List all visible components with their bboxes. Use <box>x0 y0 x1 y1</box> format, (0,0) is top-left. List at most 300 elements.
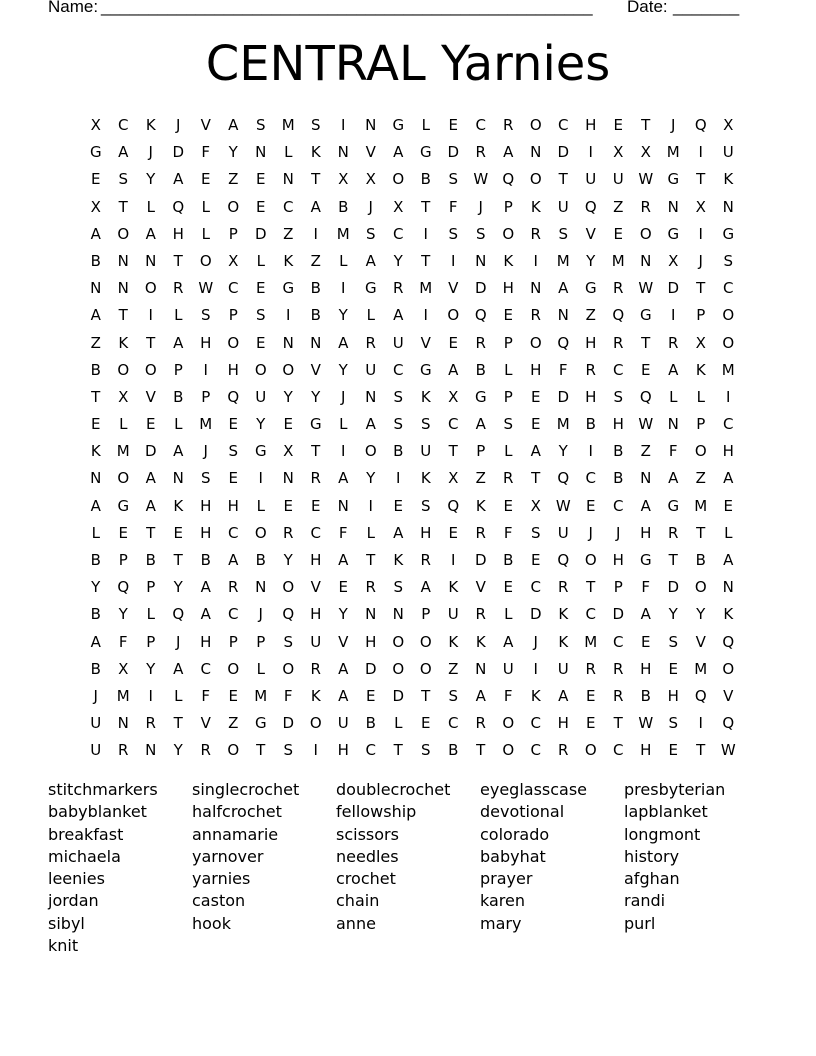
word-item: randi <box>624 891 666 911</box>
grid-letter: I <box>726 387 731 406</box>
grid-letter: O <box>502 224 515 243</box>
word-item: karen <box>480 891 525 911</box>
grid-letter: E <box>91 415 101 434</box>
grid-letter: A <box>558 279 569 298</box>
grid-letter: J <box>671 116 676 134</box>
grid-letter: Y <box>338 360 348 379</box>
grid-letter: H <box>227 496 239 515</box>
grid-letter: G <box>419 143 432 162</box>
grid-letter: L <box>669 387 678 406</box>
grid-letter: O <box>144 279 157 298</box>
grid-letter: L <box>256 251 265 270</box>
grid-letter: K <box>558 632 569 651</box>
grid-letter: H <box>227 360 239 379</box>
grid-row <box>82 493 742 520</box>
grid-letter: T <box>91 387 101 406</box>
grid-letter: B <box>90 605 101 624</box>
grid-letter: J <box>93 686 98 705</box>
grid-letter: T <box>448 442 458 461</box>
grid-letter: N <box>475 251 487 270</box>
grid-row <box>82 194 742 221</box>
grid-letter: Q <box>172 605 185 624</box>
word-item: lapblanket <box>624 802 708 822</box>
grid-letter: M <box>419 279 433 298</box>
grid-letter: L <box>421 116 430 134</box>
grid-letter: P <box>256 632 266 651</box>
grid-letter: O <box>309 714 322 733</box>
grid-letter: B <box>90 659 101 678</box>
grid-letter: A <box>448 360 459 379</box>
grid-letter: G <box>419 360 432 379</box>
grid-letter: B <box>90 551 101 569</box>
grid-letter: F <box>283 686 293 705</box>
grid-letter: P <box>696 306 706 325</box>
grid-row <box>82 357 742 384</box>
grid-letter: H <box>640 659 652 678</box>
grid-letter: R <box>585 360 596 379</box>
grid-letter: E <box>641 360 651 379</box>
grid-letter: B <box>338 197 349 216</box>
grid-letter: H <box>640 741 652 760</box>
grid-letter: H <box>612 415 624 434</box>
grid-letter: C <box>613 741 624 760</box>
grid-letter: P <box>696 415 706 434</box>
grid-letter: H <box>530 360 542 379</box>
grid-letter: R <box>118 741 129 760</box>
grid-letter: N <box>557 306 569 325</box>
grid-letter: N <box>365 605 377 624</box>
grid-letter: S <box>420 741 431 760</box>
grid-letter: T <box>146 523 156 542</box>
grid-letter: Q <box>639 387 652 406</box>
grid-letter: I <box>396 469 401 488</box>
grid-letter: O <box>227 659 240 678</box>
grid-letter: F <box>503 686 513 705</box>
grid-letter: H <box>640 523 652 542</box>
grid-letter: G <box>254 442 267 461</box>
grid-letter: I <box>423 306 428 325</box>
grid-letter: Y <box>146 170 156 189</box>
grid-letter: A <box>90 306 101 325</box>
grid-letter: L <box>201 224 210 243</box>
grid-letter: A <box>393 306 404 325</box>
grid-letter: L <box>339 251 348 270</box>
grid-letter: B <box>640 686 651 705</box>
grid-letter: E <box>448 116 458 134</box>
grid-letter: W <box>720 741 736 760</box>
grid-letter: O <box>529 116 542 134</box>
grid-letter: B <box>90 360 101 379</box>
grid-letter: S <box>558 224 569 243</box>
grid-letter: F <box>641 578 651 597</box>
grid-letter: A <box>90 496 101 515</box>
grid-letter: N <box>117 279 129 298</box>
word-item: purl <box>624 913 656 933</box>
grid-letter: Q <box>584 197 597 216</box>
grid-row <box>82 330 742 357</box>
grid-letter: N <box>310 333 322 352</box>
grid-letter: A <box>145 496 156 515</box>
grid-letter: Y <box>173 578 183 597</box>
grid-letter: L <box>394 714 403 733</box>
grid-letter: U <box>557 197 569 216</box>
grid-letter: C <box>365 741 376 760</box>
grid-letter: O <box>392 170 405 189</box>
grid-letter: M <box>584 632 598 651</box>
grid-letter: S <box>255 306 266 325</box>
grid-letter: G <box>667 224 680 243</box>
word-item: anne <box>336 913 376 933</box>
grid-letter: S <box>118 170 129 189</box>
word-item: eyeglasscase <box>480 780 588 799</box>
grid-letter: A <box>475 686 486 705</box>
grid-letter: K <box>90 442 101 461</box>
grid-letter: H <box>502 279 514 298</box>
grid-letter: O <box>254 523 267 542</box>
word-item: singlecrochet <box>192 780 300 799</box>
grid-letter: H <box>612 551 624 569</box>
grid-letter: V <box>420 333 431 352</box>
grid-letter: I <box>588 143 593 162</box>
grid-letter: J <box>258 605 263 624</box>
grid-letter: B <box>393 442 404 461</box>
grid-letter: D <box>557 387 570 406</box>
grid-letter: K <box>173 496 184 515</box>
grid-letter: I <box>451 551 456 569</box>
grid-letter: K <box>283 251 294 270</box>
grid-letter: A <box>338 551 349 569</box>
grid-letter: N <box>282 170 294 189</box>
grid-letter: I <box>258 469 263 488</box>
grid-letter: D <box>667 279 680 298</box>
grid-letter: O <box>392 632 405 651</box>
grid-letter: T <box>311 170 321 189</box>
grid-letter: R <box>558 578 569 597</box>
grid-letter: X <box>90 116 101 134</box>
grid-letter: A <box>668 360 679 379</box>
grid-letter: A <box>338 659 349 678</box>
grid-letter: E <box>91 170 101 189</box>
grid-letter: C <box>228 279 239 298</box>
grid-letter: L <box>504 605 513 624</box>
grid-letter: R <box>200 741 211 760</box>
grid-letter: R <box>503 116 514 134</box>
grid-letter: A <box>393 143 404 162</box>
grid-letter: X <box>668 251 679 270</box>
grid-letter: O <box>364 442 377 461</box>
grid-letter: N <box>530 279 542 298</box>
grid-letter: U <box>337 714 349 733</box>
grid-letter: O <box>227 333 240 352</box>
grid-letter: W <box>638 170 654 189</box>
grid-letter: B <box>475 360 486 379</box>
grid-letter: B <box>310 279 321 298</box>
grid-letter: T <box>421 686 431 705</box>
grid-letter: A <box>118 143 129 162</box>
grid-letter: Z <box>228 170 239 189</box>
grid-letter: J <box>341 387 346 406</box>
grid-letter: R <box>640 197 651 216</box>
date-label: Date: <box>627 0 668 16</box>
grid-letter: F <box>448 197 458 216</box>
grid-letter: V <box>723 686 734 705</box>
grid-letter: E <box>531 551 541 569</box>
grid-row <box>82 683 742 710</box>
word-item: history <box>624 846 680 866</box>
word-column <box>192 779 336 935</box>
grid-letter: J <box>698 251 703 270</box>
grid-letter: R <box>310 659 321 678</box>
grid-letter: U <box>255 387 267 406</box>
grid-letter: L <box>256 496 265 515</box>
grid-letter: Y <box>696 605 706 624</box>
grid-letter: X <box>90 197 101 216</box>
word-item: afghan <box>624 869 680 889</box>
letter-grid <box>82 112 742 765</box>
grid-letter: T <box>476 741 486 760</box>
grid-letter: R <box>668 333 679 352</box>
grid-letter: Z <box>310 251 321 270</box>
grid-letter: E <box>448 523 458 542</box>
grid-letter: S <box>420 496 431 515</box>
grid-letter: A <box>475 415 486 434</box>
grid-letter: T <box>531 469 541 488</box>
grid-letter: V <box>695 632 706 651</box>
grid-letter: Q <box>502 170 515 189</box>
grid-letter: N <box>282 469 294 488</box>
grid-letter: B <box>173 387 184 406</box>
grid-letter: E <box>146 415 156 434</box>
grid-letter: Y <box>283 387 293 406</box>
grid-letter: R <box>475 143 486 162</box>
word-item: needles <box>336 846 399 866</box>
grid-letter: S <box>228 442 239 461</box>
grid-letter: R <box>613 279 624 298</box>
grid-letter: G <box>639 551 652 569</box>
grid-letter: G <box>309 415 322 434</box>
grid-letter: O <box>254 360 267 379</box>
grid-letter: A <box>228 551 239 569</box>
grid-letter: S <box>723 251 734 270</box>
grid-letter: Y <box>91 578 101 597</box>
grid-letter: C <box>530 578 541 597</box>
word-column <box>480 779 624 935</box>
grid-letter: Y <box>173 741 183 760</box>
grid-letter: Q <box>557 551 570 569</box>
grid-letter: R <box>585 659 596 678</box>
grid-letter: B <box>200 551 211 569</box>
grid-letter: O <box>584 741 597 760</box>
grid-letter: B <box>420 170 431 189</box>
grid-letter: I <box>698 714 703 733</box>
grid-letter: V <box>200 116 211 134</box>
grid-letter: H <box>557 714 569 733</box>
grid-letter: B <box>90 251 101 270</box>
grid-letter: D <box>612 605 625 624</box>
grid-letter: L <box>696 387 705 406</box>
grid-letter: R <box>283 523 294 542</box>
grid-letter: M <box>116 442 130 461</box>
grid-letter: E <box>118 523 128 542</box>
grid-letter: B <box>365 714 376 733</box>
grid-letter: L <box>284 143 293 162</box>
grid-letter: H <box>667 686 679 705</box>
grid-letter: Q <box>694 686 707 705</box>
grid-letter: K <box>310 686 321 705</box>
grid-letter: J <box>588 523 593 542</box>
grid-letter: K <box>475 632 486 651</box>
grid-letter: K <box>118 333 129 352</box>
grid-letter: P <box>146 632 156 651</box>
grid-letter: H <box>200 333 212 352</box>
grid-letter: X <box>365 170 376 189</box>
grid-letter: I <box>313 224 318 243</box>
grid-letter: P <box>613 578 623 597</box>
grid-letter: X <box>228 251 239 270</box>
grid-letter: D <box>667 578 680 597</box>
grid-row <box>82 574 742 601</box>
grid-letter: U <box>557 523 569 542</box>
grid-letter: U <box>365 360 377 379</box>
grid-letter: K <box>420 387 431 406</box>
grid-letter: A <box>338 469 349 488</box>
page-title: CENTRAL Yarnies <box>205 36 611 92</box>
grid-letter: T <box>311 442 321 461</box>
grid-letter: E <box>586 496 596 515</box>
grid-letter: I <box>341 442 346 461</box>
grid-letter: T <box>173 551 183 569</box>
grid-letter: P <box>503 387 513 406</box>
grid-letter: P <box>228 632 238 651</box>
grid-letter: E <box>531 387 541 406</box>
grid-letter: C <box>585 605 596 624</box>
grid-letter: P <box>201 387 211 406</box>
grid-letter: E <box>256 333 266 352</box>
grid-letter: Y <box>393 251 403 270</box>
grid-letter: O <box>529 170 542 189</box>
grid-letter: P <box>476 442 486 461</box>
grid-letter: K <box>530 686 541 705</box>
grid-letter: E <box>393 496 403 515</box>
grid-letter: S <box>668 714 679 733</box>
grid-letter: J <box>533 632 538 651</box>
grid-letter: K <box>448 632 459 651</box>
grid-letter: R <box>365 333 376 352</box>
grid-letter: F <box>201 686 211 705</box>
grid-letter: O <box>392 659 405 678</box>
grid-letter: C <box>448 714 459 733</box>
grid-letter: S <box>503 415 514 434</box>
grid-letter: I <box>148 306 153 325</box>
grid-letter: J <box>176 116 181 134</box>
word-item: babyhat <box>480 846 546 866</box>
grid-letter: U <box>585 170 597 189</box>
grid-letter: S <box>530 523 541 542</box>
grid-letter: E <box>531 415 541 434</box>
grid-letter: A <box>173 442 184 461</box>
grid-letter: Q <box>557 469 570 488</box>
grid-letter: S <box>393 578 404 597</box>
grid-letter: A <box>420 578 431 597</box>
grid-letter: B <box>695 551 706 569</box>
grid-letter: M <box>336 224 350 243</box>
grid-letter: E <box>283 415 293 434</box>
grid-letter: J <box>478 197 483 216</box>
grid-letter: N <box>365 116 377 134</box>
grid-letter: T <box>613 714 623 733</box>
grid-letter: C <box>613 632 624 651</box>
grid-letter: U <box>502 659 514 678</box>
grid-letter: I <box>203 360 208 379</box>
grid-letter: H <box>200 496 212 515</box>
grid-letter: Y <box>586 251 596 270</box>
grid-letter: Z <box>695 469 706 488</box>
grid-letter: U <box>90 741 102 760</box>
grid-letter: K <box>145 116 156 134</box>
grid-letter: A <box>173 170 184 189</box>
grid-letter: R <box>420 551 431 569</box>
grid-letter: F <box>201 143 211 162</box>
grid-letter: E <box>503 578 513 597</box>
grid-letter: H <box>585 333 597 352</box>
grid-letter: G <box>364 279 377 298</box>
grid-letter: I <box>588 442 593 461</box>
grid-letter: R <box>393 279 404 298</box>
grid-letter: O <box>722 306 735 325</box>
word-item: chain <box>336 891 380 911</box>
grid-letter: O <box>529 333 542 352</box>
grid-letter: X <box>283 442 294 461</box>
grid-letter: A <box>173 659 184 678</box>
grid-letter: R <box>613 686 624 705</box>
grid-letter: V <box>585 224 596 243</box>
grid-letter: A <box>640 496 651 515</box>
grid-letter: N <box>117 251 129 270</box>
grid-letter: P <box>503 333 513 352</box>
grid-letter: N <box>282 333 294 352</box>
grid-letter: O <box>694 578 707 597</box>
grid-letter: E <box>641 632 651 651</box>
grid-letter: N <box>145 741 157 760</box>
grid-letter: P <box>118 551 128 569</box>
word-column <box>336 779 480 935</box>
grid-letter: R <box>475 714 486 733</box>
grid-letter: N <box>722 197 734 216</box>
word-item: scissors <box>336 824 399 844</box>
grid-letter: W <box>638 714 654 733</box>
grid-letter: L <box>91 523 100 542</box>
word-item: crochet <box>336 869 396 889</box>
grid-letter: N <box>365 387 377 406</box>
grid-letter: C <box>723 415 734 434</box>
grid-letter: L <box>201 197 210 216</box>
grid-row <box>82 248 742 275</box>
grid-row <box>82 629 742 656</box>
grid-letter: A <box>668 469 679 488</box>
grid-letter: M <box>254 686 268 705</box>
grid-letter: M <box>721 360 735 379</box>
grid-letter: W <box>638 279 654 298</box>
grid-letter: Y <box>366 469 376 488</box>
grid-letter: O <box>117 224 130 243</box>
grid-letter: Y <box>558 442 568 461</box>
word-item: michaela <box>48 846 121 866</box>
grid-letter: Z <box>448 659 459 678</box>
grid-letter: O <box>144 360 157 379</box>
grid-letter: Z <box>283 224 294 243</box>
grid-letter: X <box>640 143 651 162</box>
grid-letter: V <box>338 632 349 651</box>
